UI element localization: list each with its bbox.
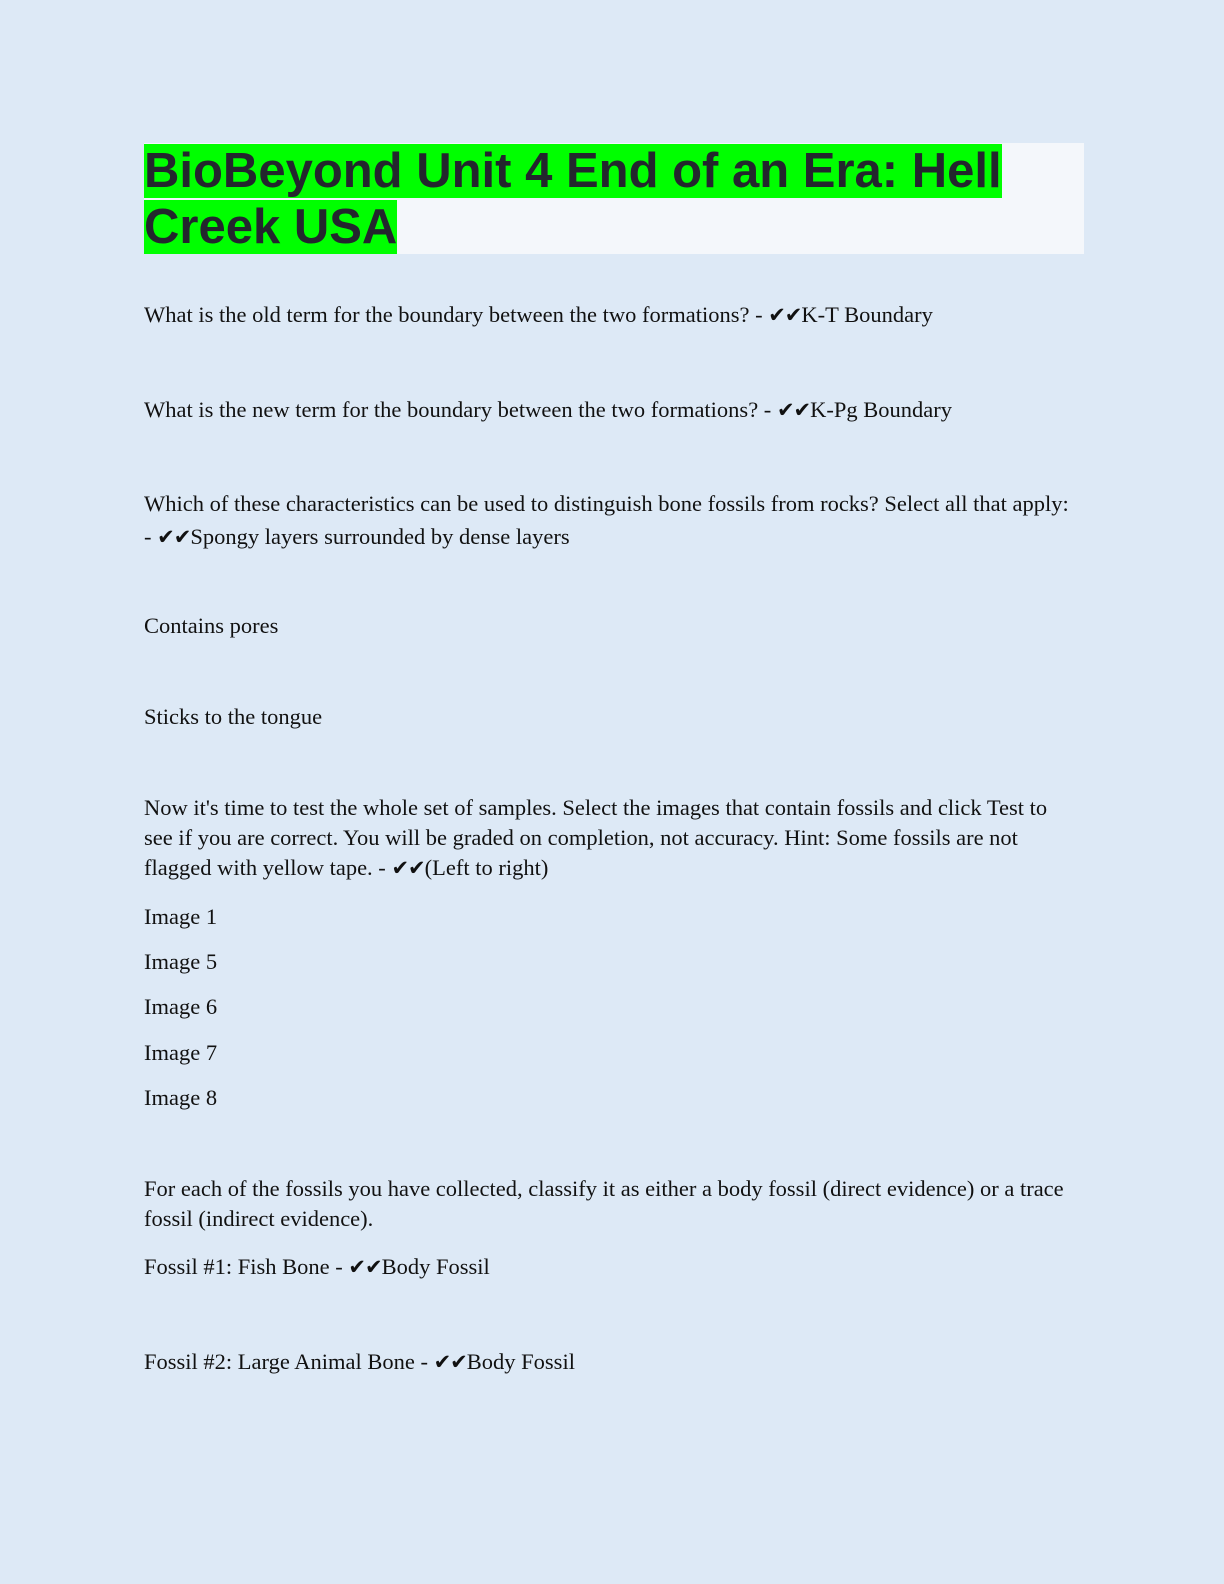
title-highlight: BioBeyond Unit 4 End of an Era: Hell Creek USA (144, 144, 1002, 254)
answer-text: Body Fossil (381, 1254, 490, 1279)
image-item: Image 6 (144, 994, 218, 1019)
answer-text: K-T Boundary (801, 302, 933, 327)
check-icon: ✔✔ (157, 525, 191, 549)
check-icon: ✔✔ (433, 1350, 467, 1374)
answer-text: K-Pg Boundary (810, 397, 953, 422)
answer-sticks-to-tongue: Sticks to the tongue (144, 704, 323, 729)
question-old-term: What is the old term for the boundary between the two formations? - ✔✔K-T Boundary (144, 302, 933, 327)
check-icon: ✔✔ (768, 303, 802, 327)
classify-prompt: For each of the fossils you have collected, classify it as either a body fossil (direct evidence) or a trace fossil (indirect evidence). (144, 1176, 1064, 1231)
fossil-1: Fossil #1: Fish Bone - ✔✔Body Fossil (144, 1254, 490, 1279)
question-new-term: What is the new term for the boundary between the two formations? - ✔✔K-Pg Boundary (144, 397, 953, 422)
page-title (144, 143, 1084, 255)
answer-text: Spongy layers surrounded by dense layers (190, 524, 570, 549)
question-bone-characteristics: Which of these characteristics can be used to distinguish bone fossils from rocks? Select all that apply: - ✔✔Spongy layers surrounded by dense layers (144, 491, 1069, 549)
check-icon: ✔✔ (391, 856, 425, 880)
question-samples: Now it's time to test the whole set of samples. Select the images that contain fossils and click Test to see if you are correct. You will be graded on completion, not accuracy. Hint: Some fossils are not flagged with yellow tape. - ✔✔(Left to right) (144, 795, 1048, 880)
answer-text: (Left to right) (424, 855, 549, 880)
title-box (144, 143, 1084, 254)
image-item: Image 1 (144, 904, 218, 929)
image-item: Image 8 (144, 1085, 218, 1110)
document-page (144, 143, 1084, 1374)
answer-contains-pores: Contains pores (144, 613, 279, 638)
fossil-2: Fossil #2: Large Animal Bone - ✔✔Body Fossil (144, 1349, 575, 1374)
check-icon: ✔✔ (776, 398, 811, 422)
image-item: Image 7 (144, 1040, 218, 1065)
image-item: Image 5 (144, 949, 218, 974)
check-icon: ✔✔ (348, 1255, 382, 1279)
answer-text: Body Fossil (466, 1349, 575, 1374)
